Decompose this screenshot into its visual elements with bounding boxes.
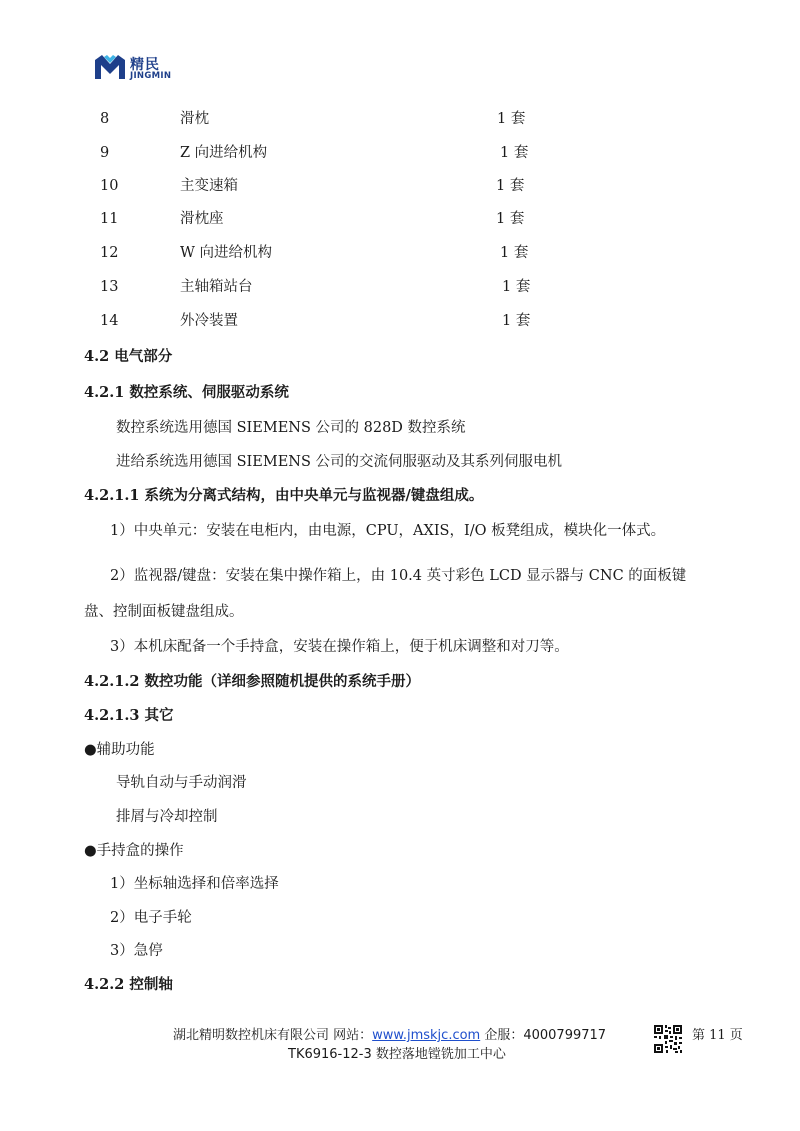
paragraph: 数控系统选用德国 SIEMENS 公司的 828D 数控系统 <box>116 420 466 436</box>
row-name: 外冷装置 <box>180 313 238 329</box>
bullet-item: ●辅助功能 <box>84 742 155 758</box>
bullet-item: ●手持盒的操作 <box>84 843 184 859</box>
row-name: W 向进给机构 <box>180 245 273 261</box>
row-number: 9 <box>100 145 110 161</box>
list-item: 2）监视器/键盘：安装在集中操作箱上，由 10.4 英寸彩色 LCD 显示器与 CNC 的面板键 <box>110 568 687 584</box>
jingmin-logo-icon <box>93 52 127 82</box>
logo-english-text: JINGMIN <box>130 71 172 81</box>
row-qty: 1 套 <box>502 313 531 329</box>
row-name: 滑枕 <box>180 111 209 127</box>
list-item: 1）中央单元：安装在电柜内，由电源，CPU，AXIS，I/O 板凳组成，模块化一体式。 <box>110 523 666 539</box>
section-heading-4-2: 4.2 电气部分 <box>84 348 173 365</box>
row-qty: 1 套 <box>500 145 529 161</box>
row-number: 13 <box>100 279 119 295</box>
paragraph: 排屑与冷却控制 <box>116 809 218 825</box>
row-qty: 1 套 <box>502 279 531 295</box>
company-logo <box>93 52 193 84</box>
row-name: 滑枕座 <box>180 211 224 227</box>
row-number: 14 <box>100 313 119 329</box>
page-number: 第 11 页 <box>692 1028 743 1043</box>
row-qty: 1 套 <box>496 178 525 194</box>
row-name: 主变速箱 <box>180 178 238 194</box>
list-item: 2）电子手轮 <box>110 910 192 926</box>
logo-chinese-text: 精民 <box>130 57 160 73</box>
row-number: 11 <box>100 211 119 227</box>
section-heading-4-2-1-1: 4.2.1.1 系统为分离式结构，由中央单元与监视器/键盘组成。 <box>84 487 484 504</box>
paragraph: 进给系统选用德国 SIEMENS 公司的交流伺服驱动及其系列伺服电机 <box>116 454 563 470</box>
section-heading-4-2-1-2: 4.2.1.2 数控功能（详细参照随机提供的系统手册） <box>84 673 421 690</box>
footer-company-line <box>173 1027 606 1045</box>
section-heading-4-2-1: 4.2.1 数控系统、伺服驱动系统 <box>84 384 289 401</box>
paragraph: 导轨自动与手动润滑 <box>116 775 247 791</box>
qr-code-icon <box>653 1024 683 1054</box>
section-heading-4-2-2: 4.2.2 控制轴 <box>84 976 173 993</box>
footer-product: TK6916-12-3 数控落地镗铣加工中心 <box>288 1047 506 1062</box>
row-qty: 1 套 <box>496 211 525 227</box>
section-heading-4-2-1-3: 4.2.1.3 其它 <box>84 707 174 724</box>
footer-company: 湖北精明数控机床有限公司 网站： <box>173 1028 373 1043</box>
row-qty: 1 套 <box>497 111 526 127</box>
row-number: 10 <box>100 178 119 194</box>
list-item: 1）坐标轴选择和倍率选择 <box>110 876 279 892</box>
row-number: 12 <box>100 245 119 261</box>
row-name: Z 向进给机构 <box>180 145 268 161</box>
list-item-continuation: 盘、控制面板键盘组成。 <box>84 604 244 620</box>
website-link[interactable]: www.jmskjc.com <box>372 1028 481 1043</box>
row-qty: 1 套 <box>500 245 529 261</box>
list-item: 3）本机床配备一个手持盒，安装在操作箱上，便于机床调整和对刀等。 <box>110 639 569 655</box>
row-number: 8 <box>100 111 110 127</box>
footer-service: 企服：4000799717 <box>480 1028 607 1043</box>
row-name: 主轴箱站台 <box>180 279 253 295</box>
list-item: 3）急停 <box>110 943 163 959</box>
